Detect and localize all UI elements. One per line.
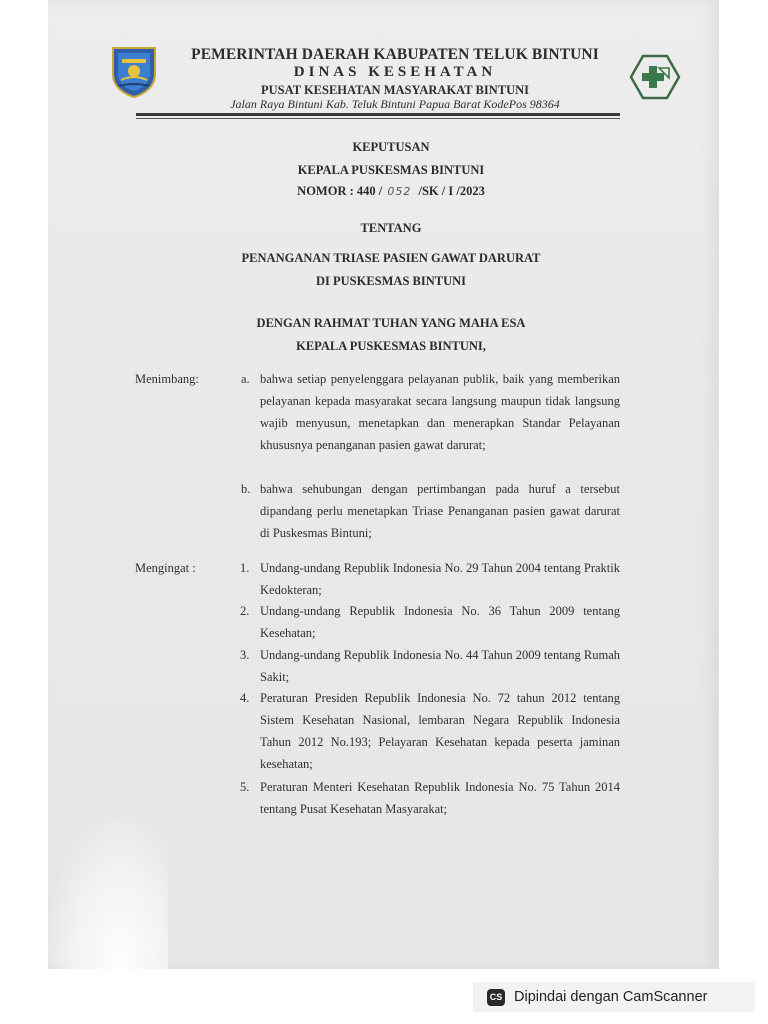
mengingat-item-2: Undang-undang Republik Indonesia No. 36 Tahun 2009 tentang Kesehatan; [260, 604, 620, 640]
mengingat-item-4: Peraturan Presiden Republik Indonesia No. 72 tahun 2012 tentang Sistem Kesehatan Nasional, lembaran Negara Republik Indonesia Tahun 2012 No.193; Pelayaran Kesehatan kepada peserta jaminan kesehatan; [260, 691, 620, 771]
about-label: TENTANG [360, 221, 422, 235]
camscanner-logo-icon: CS [487, 989, 505, 1006]
mengingat-marker-2: 2. [240, 604, 250, 618]
decree-number-handwritten: 052 [387, 185, 412, 198]
menimbang-label: Menimbang: [135, 372, 199, 386]
mengingat-marker-3: 3. [240, 648, 250, 662]
mengingat-item-3: Undang-undang Republik Indonesia No. 44 Tahun 2009 tentang Rumah Sakit; [260, 648, 620, 684]
mengingat-marker-1: 1. [240, 561, 250, 575]
letterhead-rule-thick [136, 113, 620, 116]
decree-number [136, 184, 646, 199]
letterhead-office: DINAS KESEHATAN [293, 64, 497, 80]
camscanner-label: Dipindai dengan CamScanner [514, 989, 708, 1005]
decree-issuer-heading: KEPALA PUSKESMAS BINTUNI, [296, 339, 486, 353]
menimbang-item-b: bahwa sehubungan dengan pertimbangan pada huruf a tersebut dipandang perlu menetapkan Triase Penanganan pasien gawat darurat di Puskesmas Bintuni; [260, 482, 620, 540]
mengingat-item-1: Undang-undang Republik Indonesia No. 29 Tahun 2004 tentang Praktik Kedokteran; [260, 561, 620, 597]
menimbang-item-a: bahwa setiap penyelenggara pelayanan publik, baik yang memberikan pelayanan kepada masyarakat secara langsung maupun tidak langsung wajib menyusun, menetapkan dan menerapkan Standar Pelayanan khususnya penanganan pasien gawat darurat; [260, 372, 620, 452]
camscanner-watermark [473, 982, 755, 1012]
mengingat-marker-4: 4. [240, 691, 250, 705]
menimbang-marker-a: a. [241, 372, 250, 386]
decree-issuer: KEPALA PUSKESMAS BINTUNI [297, 163, 485, 177]
menimbang-marker-b: b. [241, 482, 251, 496]
decree-type: KEPUTUSAN [352, 140, 430, 154]
letterhead-puskesmas: PUSAT KESEHATAN MASYARAKAT BINTUNI [261, 83, 529, 97]
letterhead-address: Jalan Raya Bintuni Kab. Teluk Bintuni Papua Barat KodePos 98364 [230, 97, 560, 111]
letterhead-rule-thin [136, 118, 620, 119]
scan-glare [48, 818, 168, 969]
decree-number-prefix: NOMOR : 440 / [297, 184, 383, 198]
decree-number-suffix: /SK / I /2023 [418, 184, 485, 198]
letterhead-government: PEMERINTAH DAERAH KABUPATEN TELUK BINTUNI [191, 46, 599, 63]
mengingat-label: Mengingat : [135, 561, 196, 575]
mengingat-item-5: Peraturan Menteri Kesehatan Republik Indonesia No. 75 Tahun 2014 tentang Pusat Kesehatan Masyarakat; [260, 780, 620, 816]
puskesmas-cross-icon [629, 54, 681, 100]
mengingat-marker-5: 5. [240, 780, 250, 794]
regency-emblem-icon [109, 44, 159, 98]
decree-subject-line2: DI PUSKESMAS BINTUNI [315, 274, 467, 288]
blessing-line: DENGAN RAHMAT TUHAN YANG MAHA ESA [256, 316, 526, 330]
decree-subject-line1: PENANGANAN TRIASE PASIEN GAWAT DARURAT [241, 251, 541, 265]
